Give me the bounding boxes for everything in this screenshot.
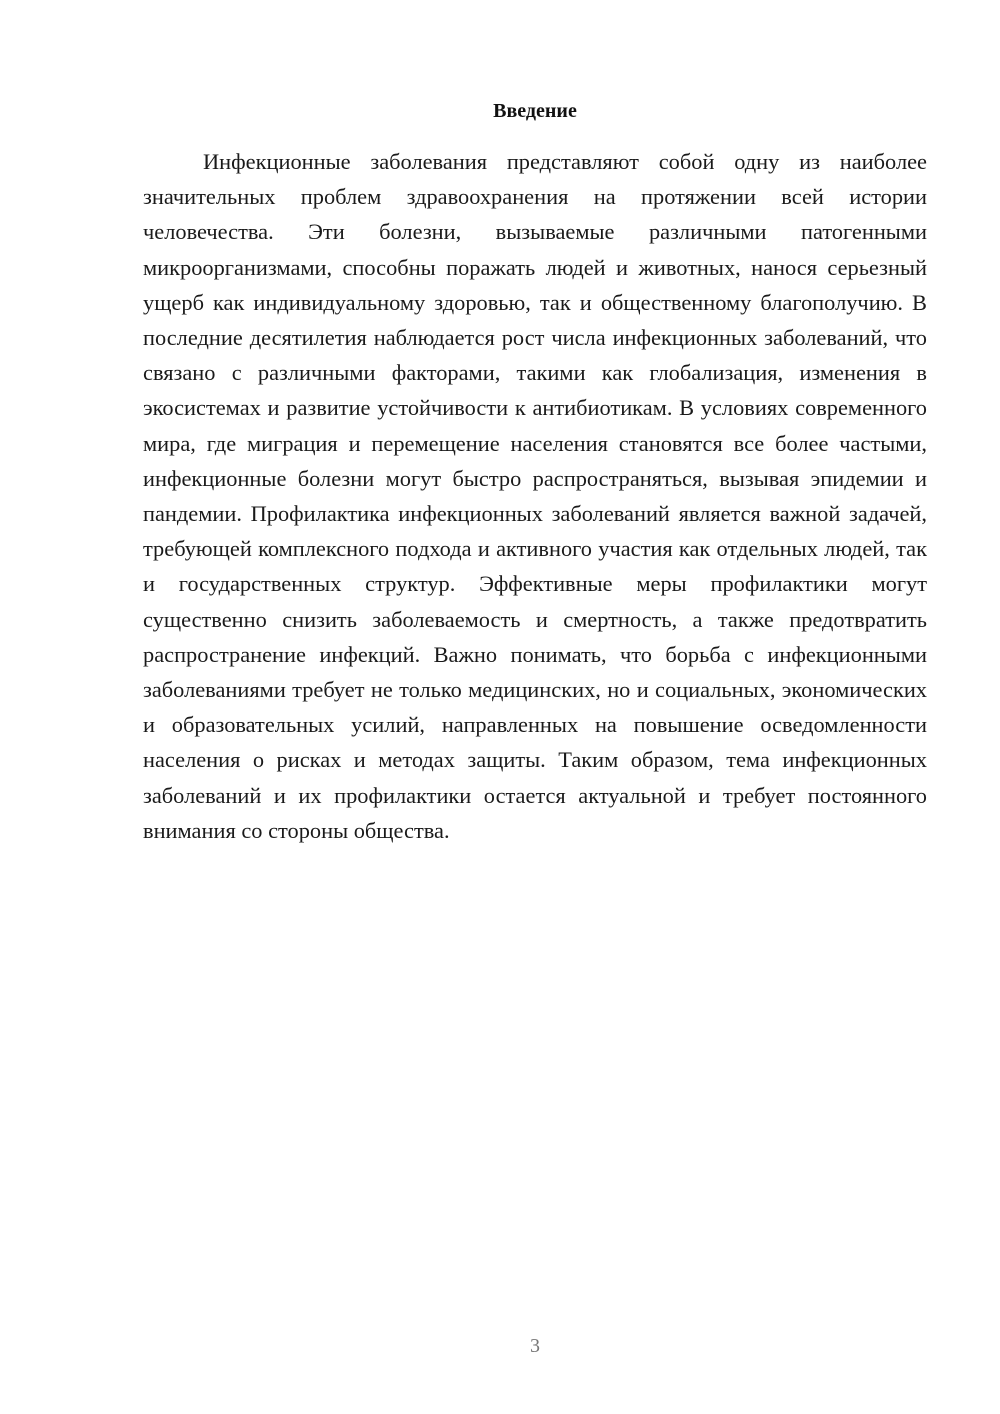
section-heading: Введение xyxy=(493,100,577,122)
body-paragraph: Инфекционные заболевания представляют собой одну из наиболее значительных проблем здравоохранения на протяжении всей истории человечества. Эти болезни, вызываемые различными патогенными микроорганизмами, способны поражать людей и животных, нанося серьезный ущерб как индивидуальному здоровью, так и общественному благополучию. В последние десятилетия наблюдается рост числа инфекционных заболеваний, что связано с различными факторами, такими как глобализация, изменения в экосистемах и развитие устойчивости к антибиотикам. В условиях современного мира, где миграция и перемещение населения становятся все более частыми, инфекционные болезни могут быстро распространяться, вызывая эпидемии и пандемии. Профилактика инфекционных заболеваний является важной задачей, требующей комплексного подхода и активного участия как отдельных людей, так и государственных структур. Эффективные меры профилактики могут существенно снизить заболеваемость и смертность, а также предотвратить распространение инфекций. Важно понимать, что борьба с инфекционными заболеваниями требует не только медицинских, но и социальных, экономических и образовательных усилий, направленных на повышение осведомленности населения о рисках и методах защиты. Таким образом, тема инфекционных заболеваний и их профилактики остается актуальной и требует постоянного внимания со стороны общества. xyxy=(143,149,927,843)
page-number: 3 xyxy=(530,1335,540,1357)
